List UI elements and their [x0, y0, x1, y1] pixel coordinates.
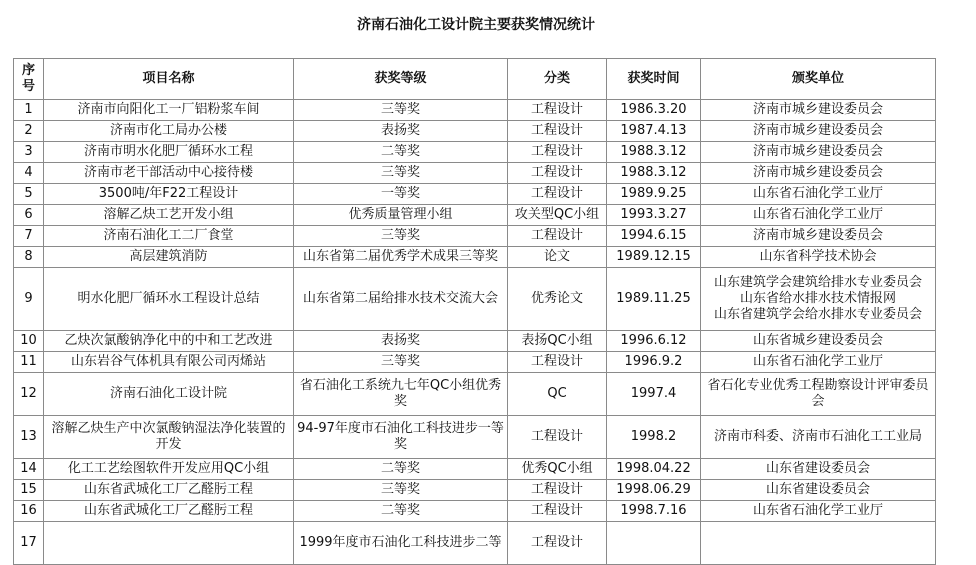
cell-org: 济南市城乡建设委员会	[701, 226, 936, 247]
table-row	[14, 100, 936, 121]
cell-date: 1986.3.20	[607, 100, 701, 121]
cell-date: 1998.04.22	[607, 459, 701, 480]
cell-name: 明水化肥厂循环水工程设计总结	[44, 268, 294, 331]
header-name: 项目名称	[44, 59, 294, 100]
cell-date: 1989.11.25	[607, 268, 701, 331]
cell-date: 1994.6.15	[607, 226, 701, 247]
table-row	[14, 501, 936, 522]
cell-no: 6	[14, 205, 44, 226]
cell-level: 三等奖	[294, 352, 508, 373]
cell-level: 省石油化工系统九七年QC小组优秀奖	[294, 373, 508, 416]
cell-name: 济南市化工局办公楼	[44, 121, 294, 142]
cell-level: 94-97年度市石油化工科技进步一等奖	[294, 416, 508, 459]
table-row	[14, 163, 936, 184]
table-row	[14, 268, 936, 331]
cell-level: 山东省第二届给排水技术交流大会	[294, 268, 508, 331]
cell-org: 山东省建设委员会	[701, 480, 936, 501]
cell-category: 攻关型QC小组	[508, 205, 607, 226]
cell-no: 1	[14, 100, 44, 121]
cell-level: 优秀质量管理小组	[294, 205, 508, 226]
cell-org: 山东省石油化学工业厅	[701, 501, 936, 522]
cell-category: 工程设计	[508, 416, 607, 459]
cell-date: 1988.3.12	[607, 142, 701, 163]
cell-category: 工程设计	[508, 480, 607, 501]
cell-name: 高层建筑消防	[44, 247, 294, 268]
cell-date: 1989.9.25	[607, 184, 701, 205]
cell-no: 12	[14, 373, 44, 416]
header-row	[14, 59, 936, 100]
cell-no: 16	[14, 501, 44, 522]
cell-level: 二等奖	[294, 142, 508, 163]
cell-org	[701, 268, 936, 331]
cell-category: 工程设计	[508, 184, 607, 205]
cell-org: 济南市城乡建设委员会	[701, 142, 936, 163]
cell-date: 1988.3.12	[607, 163, 701, 184]
cell-no: 14	[14, 459, 44, 480]
cell-date: 1989.12.15	[607, 247, 701, 268]
header-date: 获奖时间	[607, 59, 701, 100]
cell-no: 10	[14, 331, 44, 352]
cell-name: 济南石油化工二厂食堂	[44, 226, 294, 247]
table-row	[14, 226, 936, 247]
cell-name: 溶解乙炔生产中次氯酸钠湿法净化装置的开发	[44, 416, 294, 459]
table-row	[14, 373, 936, 416]
cell-date: 1998.2	[607, 416, 701, 459]
cell-name: 山东省武城化工厂乙醛肟工程	[44, 501, 294, 522]
cell-name: 济南石油化工设计院	[44, 373, 294, 416]
cell-org-line: 山东建筑学会建筑给排水专业委员会	[713, 275, 922, 290]
table-row	[14, 352, 936, 373]
cell-org-line: 山东省建筑学会给水排水专业委员会	[713, 307, 922, 322]
cell-level: 三等奖	[294, 226, 508, 247]
cell-level: 表扬奖	[294, 121, 508, 142]
cell-category: 工程设计	[508, 501, 607, 522]
cell-no: 8	[14, 247, 44, 268]
cell-category: 工程设计	[508, 352, 607, 373]
table-row	[14, 459, 936, 480]
cell-org: 山东省石油化学工业厅	[701, 205, 936, 226]
cell-category: 论文	[508, 247, 607, 268]
cell-date: 1998.7.16	[607, 501, 701, 522]
cell-org: 济南市城乡建设委员会	[701, 121, 936, 142]
cell-name: 山东岩谷气体机具有限公司丙烯站	[44, 352, 294, 373]
cell-date: 1996.9.2	[607, 352, 701, 373]
cell-date: 1996.6.12	[607, 331, 701, 352]
cell-no: 15	[14, 480, 44, 501]
cell-org	[701, 522, 936, 565]
cell-category: 工程设计	[508, 522, 607, 565]
cell-level: 1999年度市石油化工科技进步二等	[294, 522, 508, 565]
cell-name: 乙炔次氯酸钠净化中的中和工艺改进	[44, 331, 294, 352]
cell-org: 济南市科委、济南市石油化工工业局	[701, 416, 936, 459]
cell-level: 二等奖	[294, 459, 508, 480]
cell-date: 1998.06.29	[607, 480, 701, 501]
cell-level: 三等奖	[294, 163, 508, 184]
cell-level: 三等奖	[294, 480, 508, 501]
cell-org-line: 山东省给水排水技术情报网	[739, 291, 896, 306]
header-category: 分类	[508, 59, 607, 100]
cell-no: 2	[14, 121, 44, 142]
cell-no: 9	[14, 268, 44, 331]
page-title: 济南石油化工设计院主要获奖情况统计	[357, 17, 595, 33]
cell-level: 二等奖	[294, 501, 508, 522]
cell-no: 13	[14, 416, 44, 459]
cell-date: 1993.3.27	[607, 205, 701, 226]
cell-category: 优秀QC小组	[508, 459, 607, 480]
table-row	[14, 142, 936, 163]
cell-org: 济南市城乡建设委员会	[701, 163, 936, 184]
header-level: 获奖等级	[294, 59, 508, 100]
cell-org: 山东省城乡建设委员会	[701, 331, 936, 352]
cell-date: 1987.4.13	[607, 121, 701, 142]
cell-org: 山东省石油化学工业厅	[701, 184, 936, 205]
cell-level: 一等奖	[294, 184, 508, 205]
cell-date	[607, 522, 701, 565]
header-org: 颁奖单位	[701, 59, 936, 100]
cell-level: 表扬奖	[294, 331, 508, 352]
table-row	[14, 480, 936, 501]
cell-name: 溶解乙炔工艺开发小组	[44, 205, 294, 226]
header-no: 序号	[14, 59, 44, 100]
table-row	[14, 522, 936, 565]
cell-no: 11	[14, 352, 44, 373]
cell-category: 工程设计	[508, 163, 607, 184]
cell-name: 化工工艺绘图软件开发应用QC小组	[44, 459, 294, 480]
table-row	[14, 121, 936, 142]
table-row	[14, 416, 936, 459]
table-row	[14, 184, 936, 205]
cell-name	[44, 522, 294, 565]
cell-no: 17	[14, 522, 44, 565]
table-row	[14, 331, 936, 352]
awards-table	[13, 58, 936, 565]
cell-level: 山东省第二届优秀学术成果三等奖	[294, 247, 508, 268]
cell-org: 山东省科学技术协会	[701, 247, 936, 268]
cell-no: 3	[14, 142, 44, 163]
table-row	[14, 247, 936, 268]
cell-org: 山东省石油化学工业厅	[701, 352, 936, 373]
cell-no: 7	[14, 226, 44, 247]
cell-name: 山东省武城化工厂乙醛肟工程	[44, 480, 294, 501]
cell-name: 济南市明水化肥厂循环水工程	[44, 142, 294, 163]
cell-no: 4	[14, 163, 44, 184]
cell-name: 济南市老干部活动中心接待楼	[44, 163, 294, 184]
cell-date: 1997.4	[607, 373, 701, 416]
cell-no: 5	[14, 184, 44, 205]
cell-category: 工程设计	[508, 226, 607, 247]
cell-name: 济南市向阳化工一厂铝粉浆车间	[44, 100, 294, 121]
table-row	[14, 205, 936, 226]
cell-category: 工程设计	[508, 100, 607, 121]
cell-name: 3500吨/年F22工程设计	[44, 184, 294, 205]
cell-category: QC	[508, 373, 607, 416]
cell-level: 三等奖	[294, 100, 508, 121]
cell-category: 表扬QC小组	[508, 331, 607, 352]
cell-org: 省石化专业优秀工程勘察设计评审委员会	[701, 373, 936, 416]
cell-category: 工程设计	[508, 121, 607, 142]
cell-category: 优秀论文	[508, 268, 607, 331]
cell-category: 工程设计	[508, 142, 607, 163]
cell-org: 济南市城乡建设委员会	[701, 100, 936, 121]
cell-org: 山东省建设委员会	[701, 459, 936, 480]
